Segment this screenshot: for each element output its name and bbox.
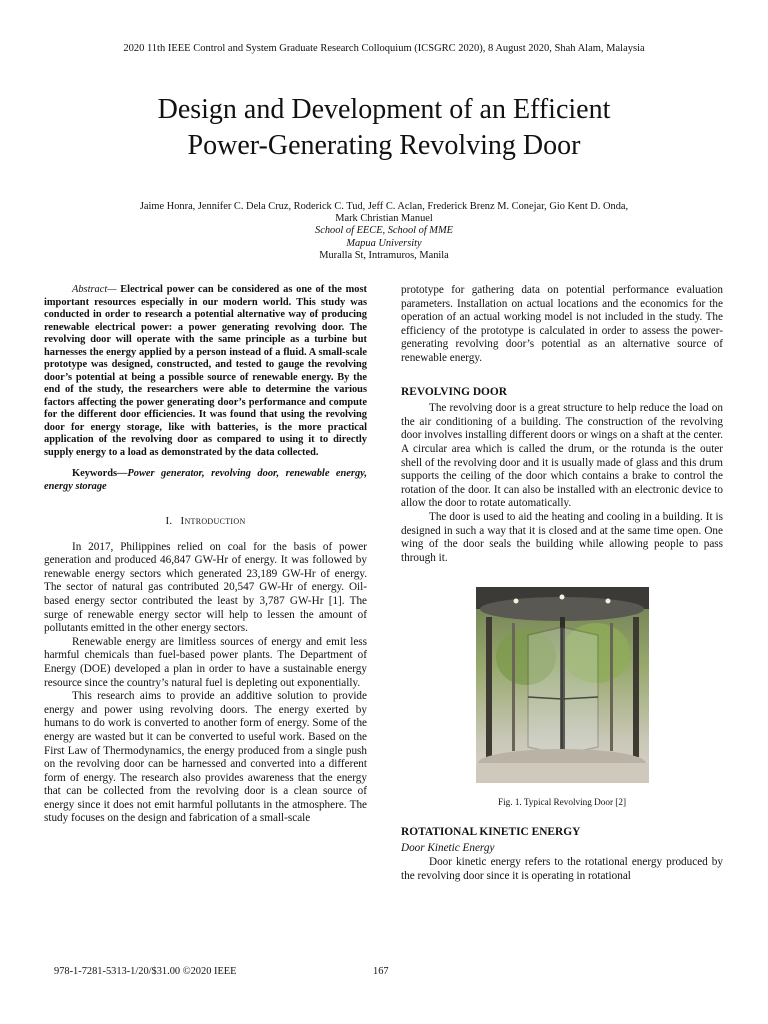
authors-line-2: Mark Christian Manuel xyxy=(335,213,433,225)
intro-paragraph-1: In 2017, Philippines relied on coal for the basis of power generation and produced 46,847 GW-Hr of energy. It was followed by renewable energy sectors which generated 23,189 GW-Hr of energy. The sector of natural gas contributed 20,547 GW-Hr of energy. Oil-based energy sector contributed the least by 3,787 GW-Hr [1]. The surge of renewable energy sector will help to lessen the amount of pollutants emitted in the other energy sectors. xyxy=(44,540,367,635)
section-number: I. xyxy=(165,515,173,527)
keywords-text: Power generator, revolving door, renewable energy, energy storage xyxy=(44,468,367,492)
rotational-paragraph-1: Door kinetic energy refers to the rotational energy produced by the revolving door since it is operating in rotational xyxy=(401,856,723,882)
intro-paragraph-3: This research aims to provide an additive solution to provide energy and power using revolving doors. The energy exerted by humans to do work is converted to another form of energy. Some of the energy are wasted but it can be converted to useful work. Based on the First Law of Thermodynamics, the energy produced from a single push on the revolving door can be harnessed and converted into a different form of energy. The research also provides awareness that the energy that can be collected from the revolving door is a clean source of energy since it does not emit harmful pollutants in the atmosphere. The study focuses on the design and fabrication of a small-scale xyxy=(44,690,367,825)
revolving-door-photo xyxy=(476,587,649,783)
section-title: Introduction xyxy=(180,515,246,527)
intro-paragraph-4: prototype for gathering data on potential performance evaluation parameters. Installation on actual locations and the economics for the operation of an actual working model is not included in the study. The efficiency of the prototype is calculated in order to assess the power-generating revolving door’s potential as an alternative source of renewable energy. xyxy=(401,284,723,364)
abstract xyxy=(44,284,367,459)
intro-paragraph-2: Renewable energy are limitless sources of energy and emit less harmful chemicals than fuel-based power plants. The Department of Energy (DOE) developed a plan in order to have a sustainable energy resource since the country’s natural fuel is depleting out exponentially. xyxy=(44,635,367,689)
title-line-2: Power-Generating Revolving Door xyxy=(187,130,581,161)
footer-isbn: 978-1-7281-5313-1/20/$31.00 ©2020 IEEE xyxy=(54,966,237,977)
abstract-text: Electrical power can be considered as one of the most important resources especially in our modern world. This study was conducted in order to research a potential alternative way of producing renewable electrical power: a power generating revolving door. The revolving door will operate with the same principle as a turbine but harnesses the energy applied by a person instead of a fluid. A small-scale prototype was designed, constructed, and tested to gauge the revolving door’s potential at being a possible source of renewable energy. By the end of the study, the researchers were able to determine the various factors affecting the power generating door’s performance and compute for the different door efficiencies. It was found that using the revolving door for energy storage, like with batteries, is the more practical application of the revolving door as compared to using it to directly supply energy to a load as demonstrated by the data collected. xyxy=(44,284,367,458)
section-heading-rotational: ROTATIONAL KINETIC ENERGY xyxy=(401,825,581,838)
conference-header: 2020 11th IEEE Control and System Graduate Research Colloquium (ICSGRC 2020), 8 August 2020, Shah Alam, Malaysia xyxy=(123,43,645,54)
affiliation-address: Muralla St, Intramuros, Manila xyxy=(319,249,449,261)
paper-title xyxy=(0,92,768,164)
right-column xyxy=(401,284,723,883)
revolving-door-paragraph-1: The revolving door is a great structure to help reduce the load on the air conditioning of a building. The construction of the revolving door involves installing different doors or wings on a shaft at the center. A circular area which is called the drum, or the rotunda is the outer shell of the revolving door and it is usually made of glass and this drum supports the ceiling of the door which contains a brake to control the rotation of the door. It can also be installed with an electronic device to allow the door to rotate automatically. xyxy=(401,402,723,510)
page-number: 167 xyxy=(373,966,389,977)
left-column xyxy=(44,284,367,826)
subsection-heading-door-kinetic-energy: Door Kinetic Energy xyxy=(401,842,495,855)
section-heading-introduction xyxy=(44,515,367,529)
affiliation-university: Mapua University xyxy=(346,237,422,249)
figure-caption: Fig. 1. Typical Revolving Door [2] xyxy=(497,797,627,808)
revolving-door-paragraph-2: The door is used to aid the heating and cooling in a building. It is designed in such a way that it is closed and at the same time open. One wing of the door seals the building while allowing people to pass through it. xyxy=(401,510,723,564)
title-line-1: Design and Development of an Efficient xyxy=(157,94,611,125)
revolving-door-illustration xyxy=(476,587,649,783)
affiliation-school: School of EECE, School of MME xyxy=(315,225,453,237)
author-block xyxy=(60,201,708,262)
keywords xyxy=(44,468,367,493)
abstract-lead: Abstract— xyxy=(72,284,117,295)
section-heading-revolving-door: REVOLVING DOOR xyxy=(401,385,507,398)
authors-line-1: Jaime Honra, Jennifer C. Dela Cruz, Roderick C. Tud, Jeff C. Aclan, Frederick Brenz M. Conejar, Gio Kent D. Onda, xyxy=(139,201,629,212)
keywords-lead: Keywords— xyxy=(72,468,128,479)
